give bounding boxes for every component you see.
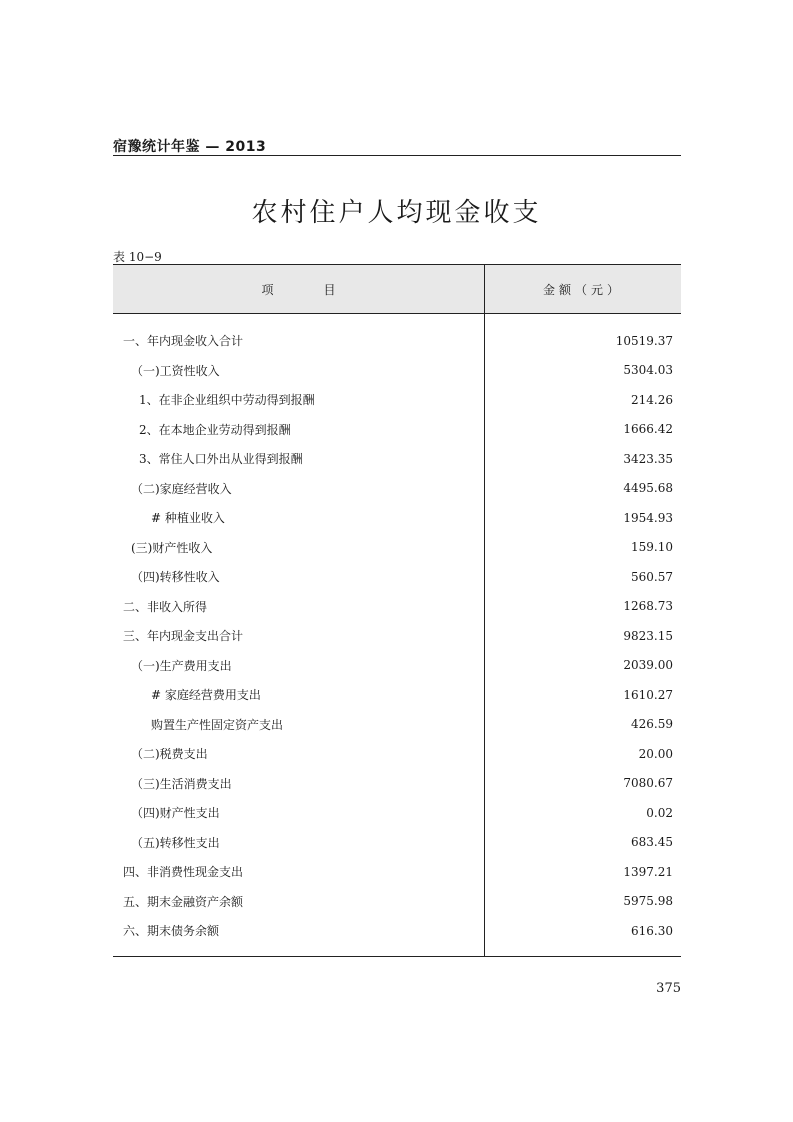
row-value: 616.30 [631,923,673,938]
table-row [113,680,681,710]
table-header-row [113,265,681,314]
row-label: 六、期末债务余额 [113,916,485,946]
row-value: 426.59 [631,717,673,732]
row-label: （四)转移性收入 [113,562,485,592]
spacer-cell [485,314,682,327]
row-label: 一、年内现金收入合计 [113,326,485,356]
table-row [113,621,681,651]
row-value: 20.00 [638,746,673,761]
row-value: 4495.68 [623,481,673,496]
row-label: （四)财产性支出 [113,798,485,828]
table-row [113,356,681,386]
table-row [113,651,681,681]
running-header: 宿豫统计年鉴 — 2013 [113,139,267,155]
table-row [113,828,681,858]
column-header-amount: 金额（元） [485,265,682,314]
row-label: （一)生产费用支出 [113,651,485,681]
table-spacer-row [113,314,681,327]
row-value: 0.02 [646,805,673,820]
table-row [113,503,681,533]
table-body [113,314,681,957]
row-value: 10519.37 [615,333,673,348]
table-row [113,769,681,799]
table-row [113,326,681,356]
row-label: 3、常住人口外出从业得到报酬 [113,444,485,474]
row-value: 5304.03 [623,363,673,378]
table-row [113,562,681,592]
row-value: 9823.15 [623,628,673,643]
page-title: 农村住户人均现金收支 [251,198,542,228]
row-label: （五)转移性支出 [113,828,485,858]
row-value: 1397.21 [623,864,673,879]
table-row [113,857,681,887]
table-row [113,415,681,445]
income-expenditure-table [113,264,681,957]
table-row [113,385,681,415]
row-label: 2、在本地企业劳动得到报酬 [113,415,485,445]
spacer-cell [485,946,682,957]
header-divider [113,155,681,156]
row-value: 2039.00 [623,658,673,673]
table-row [113,916,681,946]
table-label: 表 10−9 [113,250,162,264]
page-number: 375 [656,981,681,996]
row-label: （二)家庭经营收入 [113,474,485,504]
row-value: 560.57 [631,569,673,584]
row-label: # 种植业收入 [113,503,485,533]
spacer-cell [113,946,485,957]
row-label: 四、非消费性现金支出 [113,857,485,887]
spacer-cell [113,314,485,327]
row-value: 5975.98 [623,894,673,909]
row-value: 1954.93 [623,510,673,525]
row-label: (三)财产性收入 [113,533,485,563]
table-spacer-row [113,946,681,957]
row-value: 1268.73 [623,599,673,614]
table-row [113,474,681,504]
row-value: 683.45 [631,835,673,850]
row-value: 1666.42 [623,422,673,437]
row-value: 7080.67 [623,776,673,791]
row-label: （三)生活消费支出 [113,769,485,799]
row-value: 159.10 [631,540,673,555]
table-row [113,444,681,474]
row-label: # 家庭经营费用支出 [113,680,485,710]
row-value: 214.26 [631,392,673,407]
row-label: 五、期末金融资产余额 [113,887,485,917]
table-row [113,739,681,769]
row-value: 1610.27 [623,687,673,702]
row-label: （二)税费支出 [113,739,485,769]
table-row [113,592,681,622]
column-header-item: 项目 [113,265,485,314]
row-label: （一)工资性收入 [113,356,485,386]
row-label: 购置生产性固定资产支出 [113,710,485,740]
row-label: 三、年内现金支出合计 [113,621,485,651]
table-row [113,798,681,828]
row-label: 1、在非企业组织中劳动得到报酬 [113,385,485,415]
table-row [113,533,681,563]
table-row [113,710,681,740]
table-row [113,887,681,917]
row-label: 二、非收入所得 [113,592,485,622]
row-value: 3423.35 [623,451,673,466]
